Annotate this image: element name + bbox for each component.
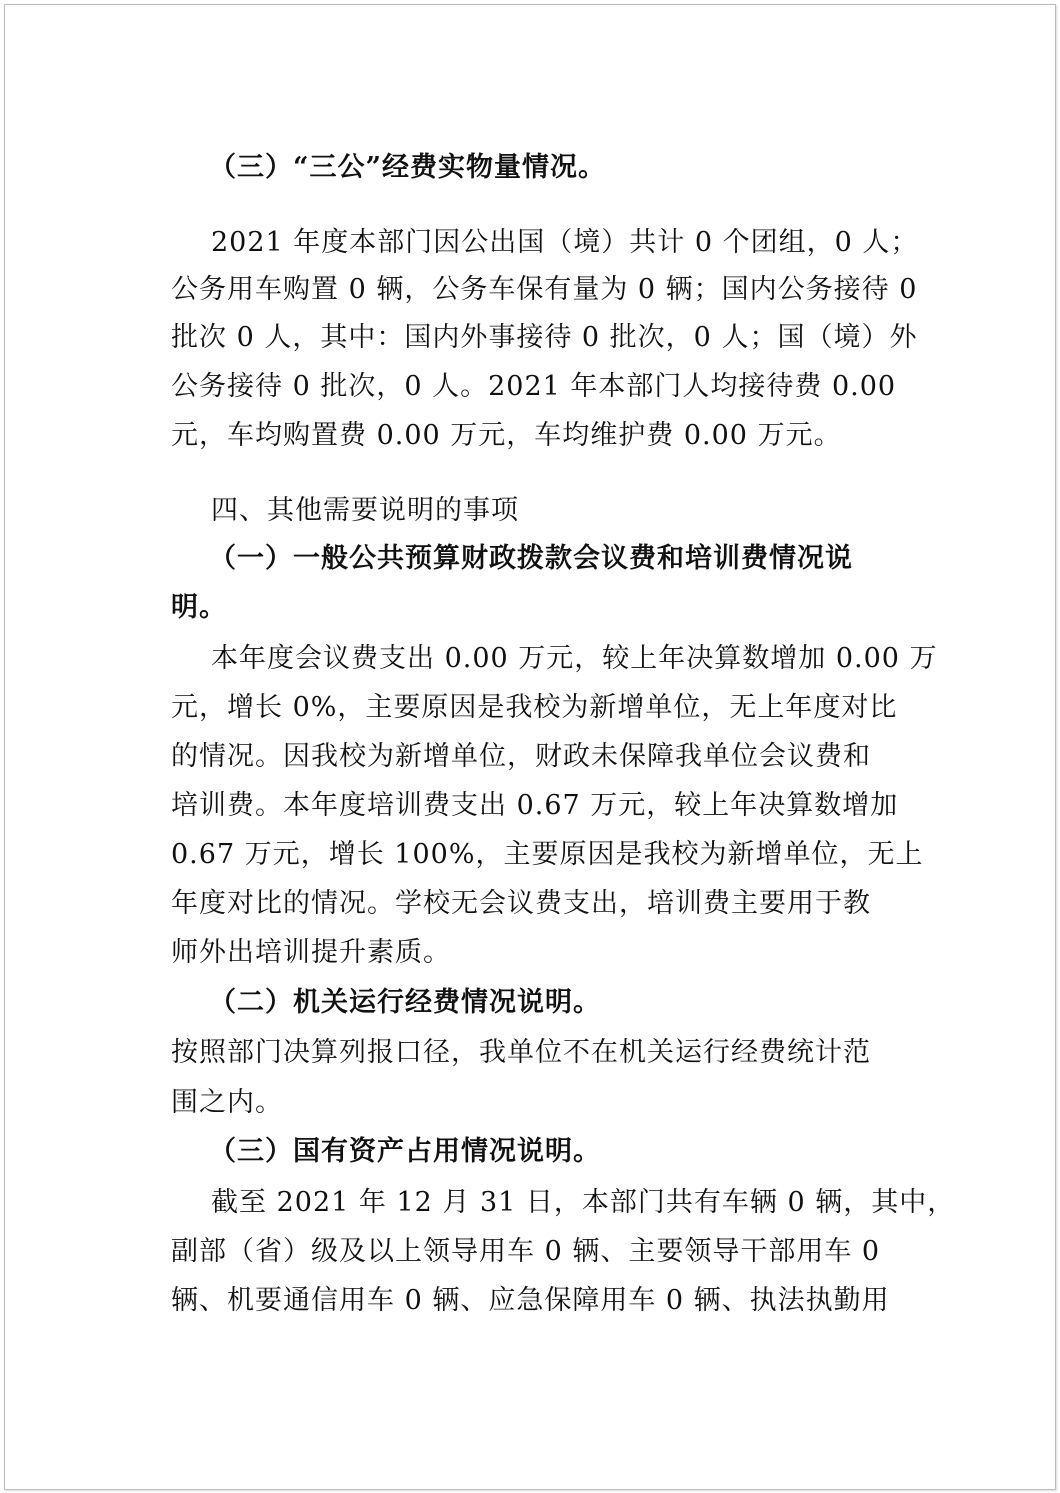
heading-three-public-expenses-physical: （三）“三公”经费实物量情况。	[209, 152, 607, 183]
heading-meeting-training-fees-cont: 明。	[171, 592, 227, 623]
heading-state-assets: （三）国有资产占用情况说明。	[209, 1136, 601, 1167]
paragraph-line: 截至 2021 年 12 月 31 日，本部门共有车辆 0 辆，其中，	[211, 1187, 956, 1218]
paragraph-line: 培训费。本年度培训费支出 0.67 万元，较上年决算数增加	[171, 790, 899, 821]
paragraph-line: 辆、机要通信用车 0 辆、应急保障用车 0 辆、执法执勤用	[171, 1285, 890, 1316]
paragraph-line: 公务用车购置 0 辆，公务车保有量为 0 辆；国内公务接待 0	[171, 274, 918, 305]
paragraph-line: 副部（省）级及以上领导用车 0 辆、主要领导干部用车 0	[171, 1236, 881, 1267]
paragraph-line: 2021 年度本部门因公出国（境）共计 0 个团组，0 人；	[211, 227, 919, 258]
section-title-other-matters: 四、其他需要说明的事项	[211, 495, 519, 526]
paragraph-line: 本年度会议费支出 0.00 万元，较上年决算数增加 0.00 万	[211, 643, 938, 674]
heading-operating-expenses: （二）机关运行经费情况说明。	[209, 987, 601, 1018]
paragraph-line: 的情况。因我校为新增单位，财政未保障我单位会议费和	[171, 741, 871, 772]
paragraph-line: 围之内。	[171, 1087, 283, 1118]
paragraph-line: 元，增长 0%，主要原因是我校为新增单位，无上年度对比	[171, 692, 898, 723]
heading-meeting-training-fees: （一）一般公共预算财政拨款会议费和培训费情况说	[209, 543, 853, 574]
paragraph-line: 公务接待 0 批次，0 人。2021 年本部门人均接待费 0.00	[171, 371, 897, 402]
paragraph-line: 年度对比的情况。学校无会议费支出，培训费主要用于教	[171, 888, 871, 919]
paragraph-line: 师外出培训提升素质。	[171, 937, 451, 968]
document-page	[4, 4, 1056, 1490]
paragraph-line: 批次 0 人，其中：国内外事接待 0 批次，0 人；国（境）外	[171, 322, 918, 353]
paragraph-line: 0.67 万元，增长 100%，主要原因是我校为新增单位，无上	[171, 839, 924, 870]
paragraph-line: 按照部门决算列报口径，我单位不在机关运行经费统计范	[171, 1037, 871, 1068]
paragraph-line: 元，车均购置费 0.00 万元，车均维护费 0.00 万元。	[171, 420, 842, 451]
